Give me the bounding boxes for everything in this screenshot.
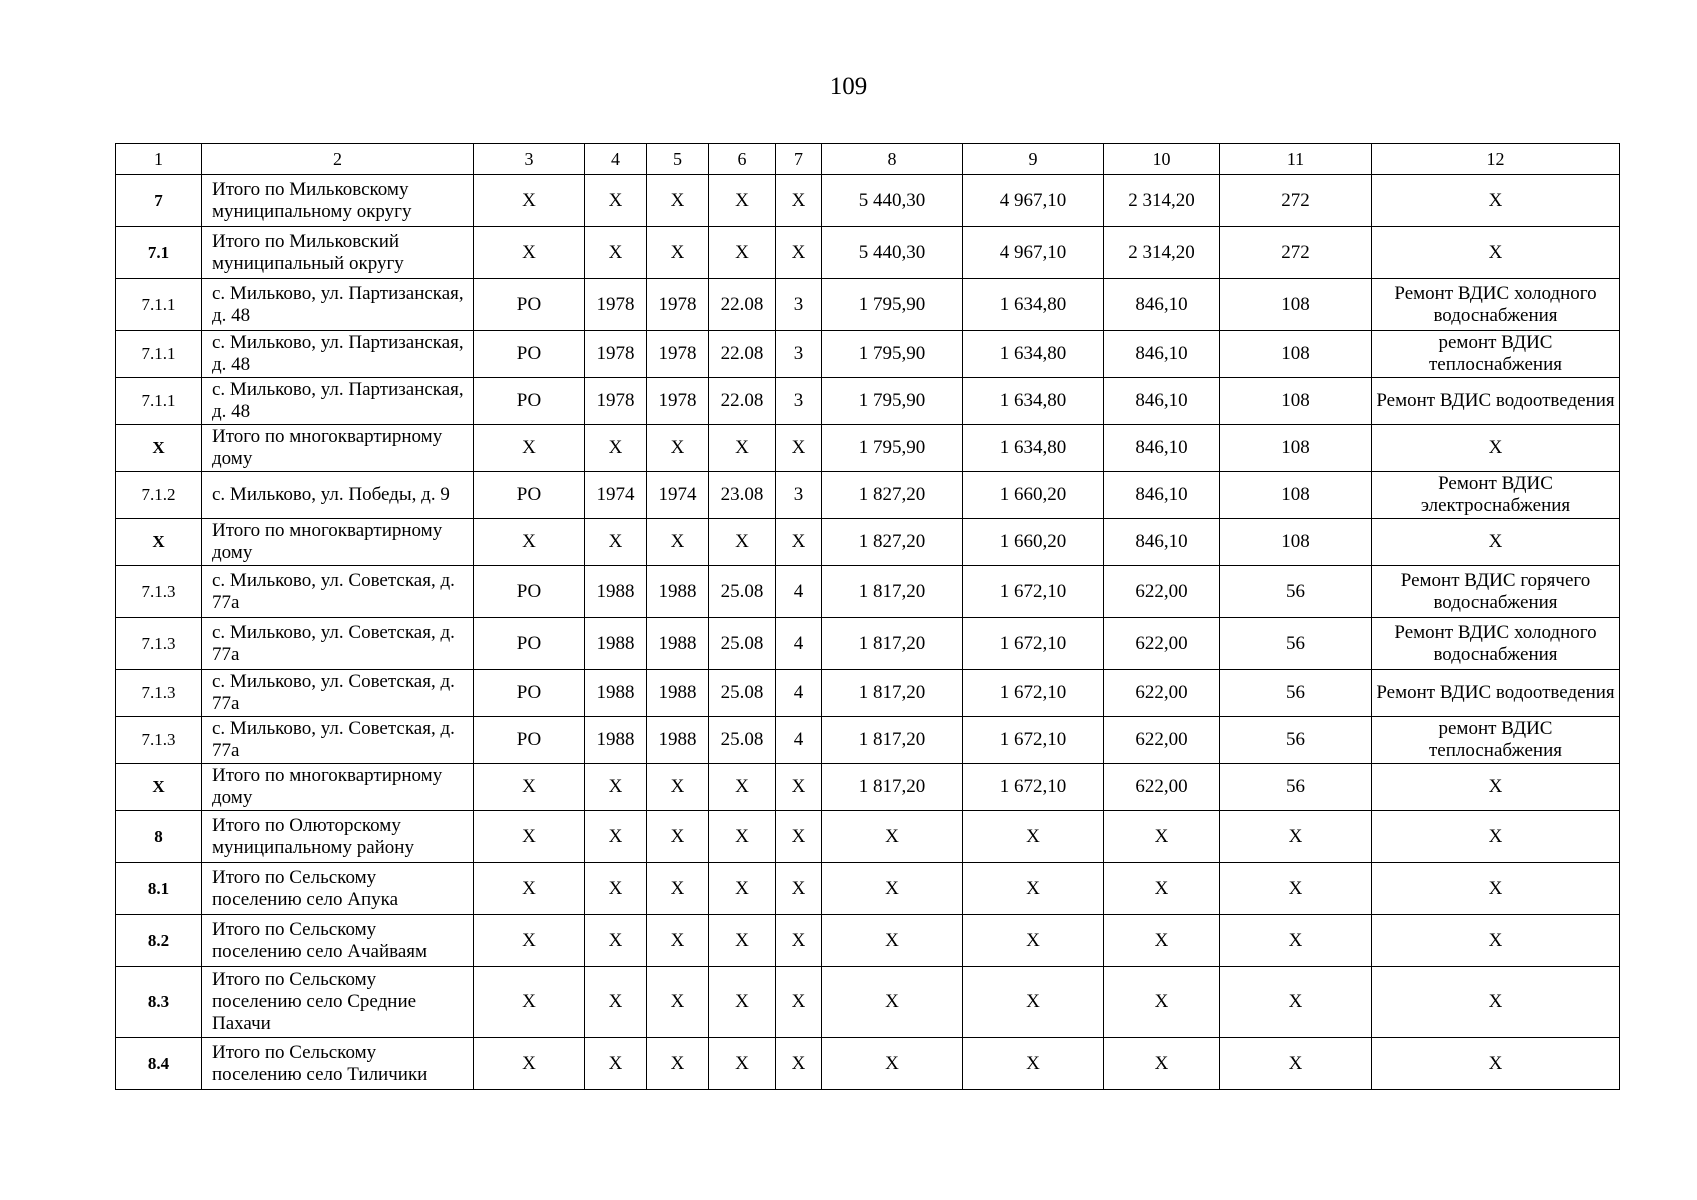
floors-cell: Х	[776, 811, 822, 863]
floors-cell: 3	[776, 279, 822, 331]
address-cell: с. Мильково, ул. Партизанская, д. 48	[202, 331, 474, 378]
code-cell: Х	[709, 811, 776, 863]
residents-cell: Х	[1220, 967, 1372, 1038]
residents-cell: 56	[1220, 618, 1372, 670]
row-number-cell: 8.2	[116, 915, 202, 967]
area-cell: 2 314,20	[1104, 175, 1220, 227]
type-cell: РО	[474, 378, 585, 425]
year-commission-cell: Х	[647, 227, 709, 279]
residents-cell: Х	[1220, 863, 1372, 915]
type-cell: Х	[474, 764, 585, 811]
total-area-cell: Х	[822, 863, 963, 915]
floors-cell: 4	[776, 670, 822, 717]
year-commission-cell: 1978	[647, 378, 709, 425]
year-built-cell: 1978	[585, 378, 647, 425]
total-area-cell: Х	[822, 811, 963, 863]
row-number-cell: 7	[116, 175, 202, 227]
total-area-cell: 1 817,20	[822, 717, 963, 764]
row-number-cell: 7.1.1	[116, 378, 202, 425]
year-commission-cell: Х	[647, 967, 709, 1038]
address-cell: с. Мильково, ул. Советская, д. 77а	[202, 618, 474, 670]
floors-cell: 4	[776, 566, 822, 618]
code-cell: Х	[709, 915, 776, 967]
code-cell: Х	[709, 425, 776, 472]
row-number-cell: 8.3	[116, 967, 202, 1038]
address-cell: Итого по многоквартирному дому	[202, 764, 474, 811]
table-row	[116, 967, 1620, 1038]
page-number: 109	[829, 73, 868, 100]
year-commission-cell: Х	[647, 915, 709, 967]
work-type-cell: ремонт ВДИС теплоснабжения	[1372, 331, 1620, 378]
row-number-cell: 7.1.3	[116, 717, 202, 764]
total-area-cell: 1 795,90	[822, 378, 963, 425]
year-commission-cell: Х	[647, 175, 709, 227]
year-built-cell: Х	[585, 811, 647, 863]
living-area-cell: Х	[963, 915, 1104, 967]
floors-cell: 3	[776, 378, 822, 425]
row-number-cell: 7.1.1	[116, 279, 202, 331]
table-row	[116, 566, 1620, 618]
living-area-cell: 1 634,80	[963, 378, 1104, 425]
total-area-cell: 1 817,20	[822, 566, 963, 618]
type-cell: Х	[474, 811, 585, 863]
living-area-cell: 4 967,10	[963, 175, 1104, 227]
type-cell: РО	[474, 717, 585, 764]
total-area-cell: 1 795,90	[822, 331, 963, 378]
address-cell: Итого по многоквартирному дому	[202, 519, 474, 566]
floors-cell: 4	[776, 618, 822, 670]
work-type-cell: Х	[1372, 967, 1620, 1038]
area-cell: Х	[1104, 1038, 1220, 1090]
living-area-cell: 1 672,10	[963, 566, 1104, 618]
total-area-cell: 1 827,20	[822, 519, 963, 566]
work-type-cell: Ремонт ВДИС водоотведения	[1372, 670, 1620, 717]
year-commission-cell: 1988	[647, 670, 709, 717]
table-row	[116, 1038, 1620, 1090]
living-area-cell: Х	[963, 967, 1104, 1038]
code-cell: Х	[709, 175, 776, 227]
row-number-cell: 7.1.3	[116, 566, 202, 618]
work-type-cell: Ремонт ВДИС холодного водоснабжения	[1372, 279, 1620, 331]
code-cell: Х	[709, 519, 776, 566]
total-area-cell: 1 817,20	[822, 670, 963, 717]
work-type-cell: Х	[1372, 764, 1620, 811]
area-cell: Х	[1104, 915, 1220, 967]
table-row	[116, 915, 1620, 967]
living-area-cell: 1 672,10	[963, 764, 1104, 811]
living-area-cell: 1 634,80	[963, 279, 1104, 331]
year-built-cell: Х	[585, 1038, 647, 1090]
area-cell: 622,00	[1104, 566, 1220, 618]
type-cell: РО	[474, 670, 585, 717]
year-built-cell: 1988	[585, 618, 647, 670]
year-commission-cell: 1974	[647, 472, 709, 519]
column-header: 1	[116, 144, 202, 175]
table-row	[116, 378, 1620, 425]
year-built-cell: 1988	[585, 717, 647, 764]
residents-cell: 108	[1220, 519, 1372, 566]
table-row	[116, 472, 1620, 519]
year-built-cell: 1974	[585, 472, 647, 519]
type-cell: Х	[474, 1038, 585, 1090]
column-header: 10	[1104, 144, 1220, 175]
table-row	[116, 670, 1620, 717]
total-area-cell: 5 440,30	[822, 175, 963, 227]
year-commission-cell: 1978	[647, 331, 709, 378]
code-cell: Х	[709, 1038, 776, 1090]
address-cell: с. Мильково, ул. Советская, д. 77а	[202, 566, 474, 618]
residents-cell: 56	[1220, 717, 1372, 764]
area-cell: 622,00	[1104, 717, 1220, 764]
floors-cell: 3	[776, 331, 822, 378]
floors-cell: Х	[776, 227, 822, 279]
type-cell: РО	[474, 279, 585, 331]
row-number-cell: 7.1.2	[116, 472, 202, 519]
address-cell: Итого по многоквартирному дому	[202, 425, 474, 472]
work-type-cell: Х	[1372, 1038, 1620, 1090]
type-cell: Х	[474, 227, 585, 279]
year-built-cell: Х	[585, 863, 647, 915]
column-header: 3	[474, 144, 585, 175]
year-built-cell: Х	[585, 175, 647, 227]
floors-cell: Х	[776, 175, 822, 227]
year-built-cell: Х	[585, 227, 647, 279]
living-area-cell: 1 672,10	[963, 670, 1104, 717]
total-area-cell: 5 440,30	[822, 227, 963, 279]
year-commission-cell: Х	[647, 764, 709, 811]
type-cell: РО	[474, 618, 585, 670]
code-cell: 22.08	[709, 378, 776, 425]
column-header: 12	[1372, 144, 1620, 175]
address-cell: Итого по Сельскому поселению село Апука	[202, 863, 474, 915]
residents-cell: Х	[1220, 915, 1372, 967]
table-row	[116, 811, 1620, 863]
floors-cell: 4	[776, 717, 822, 764]
type-cell: Х	[474, 863, 585, 915]
address-cell: Итого по Сельскому поселению село Ачайваям	[202, 915, 474, 967]
table-row	[116, 519, 1620, 566]
code-cell: Х	[709, 863, 776, 915]
work-type-cell: Ремонт ВДИС холодного водоснабжения	[1372, 618, 1620, 670]
column-header: 8	[822, 144, 963, 175]
total-area-cell: 1 817,20	[822, 764, 963, 811]
area-cell: 846,10	[1104, 331, 1220, 378]
address-cell: с. Мильково, ул. Победы, д. 9	[202, 472, 474, 519]
type-cell: Х	[474, 915, 585, 967]
floors-cell: Х	[776, 764, 822, 811]
living-area-cell: 1 634,80	[963, 331, 1104, 378]
row-number-cell: 7.1	[116, 227, 202, 279]
address-cell: Итого по Сельскому поселению село Средние Пахачи	[202, 967, 474, 1038]
row-number-cell: Х	[116, 764, 202, 811]
year-commission-cell: Х	[647, 1038, 709, 1090]
residents-cell: 272	[1220, 175, 1372, 227]
area-cell: 846,10	[1104, 519, 1220, 566]
column-header: 9	[963, 144, 1104, 175]
year-commission-cell: 1978	[647, 279, 709, 331]
row-number-cell: 7.1.1	[116, 331, 202, 378]
total-area-cell: 1 827,20	[822, 472, 963, 519]
year-built-cell: Х	[585, 915, 647, 967]
residents-cell: 108	[1220, 279, 1372, 331]
total-area-cell: 1 795,90	[822, 279, 963, 331]
column-header: 2	[202, 144, 474, 175]
floors-cell: Х	[776, 863, 822, 915]
area-cell: Х	[1104, 811, 1220, 863]
row-number-cell: 7.1.3	[116, 670, 202, 717]
code-cell: Х	[709, 764, 776, 811]
row-number-cell: 8.1	[116, 863, 202, 915]
data-table	[115, 143, 1620, 1090]
total-area-cell: 1 817,20	[822, 618, 963, 670]
year-commission-cell: 1988	[647, 618, 709, 670]
residents-cell: 272	[1220, 227, 1372, 279]
floors-cell: Х	[776, 967, 822, 1038]
living-area-cell: Х	[963, 863, 1104, 915]
column-header: 5	[647, 144, 709, 175]
work-type-cell: Ремонт ВДИС водоотведения	[1372, 378, 1620, 425]
area-cell: 622,00	[1104, 618, 1220, 670]
code-cell: 25.08	[709, 717, 776, 764]
row-number-cell: 8.4	[116, 1038, 202, 1090]
area-cell: Х	[1104, 967, 1220, 1038]
work-type-cell: Х	[1372, 425, 1620, 472]
code-cell: 22.08	[709, 279, 776, 331]
work-type-cell: Ремонт ВДИС электроснабжения	[1372, 472, 1620, 519]
residents-cell: 56	[1220, 764, 1372, 811]
column-header: 4	[585, 144, 647, 175]
area-cell: 846,10	[1104, 279, 1220, 331]
living-area-cell: Х	[963, 1038, 1104, 1090]
code-cell: 22.08	[709, 331, 776, 378]
living-area-cell: 1 660,20	[963, 472, 1104, 519]
floors-cell: 3	[776, 472, 822, 519]
residents-cell: Х	[1220, 1038, 1372, 1090]
address-cell: с. Мильково, ул. Советская, д. 77а	[202, 717, 474, 764]
address-cell: с. Мильково, ул. Партизанская, д. 48	[202, 378, 474, 425]
residents-cell: 108	[1220, 378, 1372, 425]
living-area-cell: 4 967,10	[963, 227, 1104, 279]
area-cell: 846,10	[1104, 378, 1220, 425]
type-cell: РО	[474, 472, 585, 519]
column-header: 11	[1220, 144, 1372, 175]
area-cell: 622,00	[1104, 670, 1220, 717]
row-number-cell: 8	[116, 811, 202, 863]
residents-cell: 108	[1220, 331, 1372, 378]
living-area-cell: 1 672,10	[963, 717, 1104, 764]
row-number-cell: Х	[116, 519, 202, 566]
floors-cell: Х	[776, 519, 822, 566]
header-row	[116, 144, 1620, 175]
work-type-cell: Х	[1372, 915, 1620, 967]
work-type-cell: Х	[1372, 175, 1620, 227]
living-area-cell: 1 672,10	[963, 618, 1104, 670]
column-header: 7	[776, 144, 822, 175]
address-cell: с. Мильково, ул. Партизанская, д. 48	[202, 279, 474, 331]
code-cell: Х	[709, 227, 776, 279]
year-commission-cell: Х	[647, 425, 709, 472]
area-cell: 622,00	[1104, 764, 1220, 811]
floors-cell: Х	[776, 425, 822, 472]
table-row	[116, 175, 1620, 227]
residents-cell: 56	[1220, 566, 1372, 618]
table-row	[116, 863, 1620, 915]
table-row	[116, 717, 1620, 764]
residents-cell: 56	[1220, 670, 1372, 717]
code-cell: Х	[709, 967, 776, 1038]
total-area-cell: Х	[822, 1038, 963, 1090]
year-built-cell: 1978	[585, 331, 647, 378]
year-commission-cell: 1988	[647, 566, 709, 618]
year-built-cell: 1988	[585, 670, 647, 717]
total-area-cell: Х	[822, 915, 963, 967]
work-type-cell: Ремонт ВДИС горячего водоснабжения	[1372, 566, 1620, 618]
area-cell: 846,10	[1104, 472, 1220, 519]
work-type-cell: Х	[1372, 519, 1620, 566]
year-commission-cell: 1988	[647, 717, 709, 764]
year-built-cell: Х	[585, 967, 647, 1038]
table-body	[116, 175, 1620, 1090]
table-row	[116, 425, 1620, 472]
living-area-cell: Х	[963, 811, 1104, 863]
type-cell: Х	[474, 175, 585, 227]
total-area-cell: Х	[822, 967, 963, 1038]
work-type-cell: ремонт ВДИС теплоснабжения	[1372, 717, 1620, 764]
floors-cell: Х	[776, 915, 822, 967]
address-cell: Итого по Олюторскому муниципальному району	[202, 811, 474, 863]
residents-cell: 108	[1220, 472, 1372, 519]
residents-cell: 108	[1220, 425, 1372, 472]
type-cell: Х	[474, 967, 585, 1038]
year-built-cell: Х	[585, 519, 647, 566]
table-row	[116, 227, 1620, 279]
row-number-cell: 7.1.3	[116, 618, 202, 670]
floors-cell: Х	[776, 1038, 822, 1090]
work-type-cell: Х	[1372, 811, 1620, 863]
total-area-cell: 1 795,90	[822, 425, 963, 472]
row-number-cell: Х	[116, 425, 202, 472]
year-built-cell: 1978	[585, 279, 647, 331]
year-built-cell: Х	[585, 764, 647, 811]
code-cell: 25.08	[709, 566, 776, 618]
year-commission-cell: Х	[647, 863, 709, 915]
year-built-cell: 1988	[585, 566, 647, 618]
address-cell: Итого по Сельскому поселению село Тиличики	[202, 1038, 474, 1090]
type-cell: РО	[474, 566, 585, 618]
area-cell: 2 314,20	[1104, 227, 1220, 279]
table-row	[116, 331, 1620, 378]
work-type-cell: Х	[1372, 227, 1620, 279]
year-built-cell: Х	[585, 425, 647, 472]
code-cell: 25.08	[709, 618, 776, 670]
column-header: 6	[709, 144, 776, 175]
year-commission-cell: Х	[647, 811, 709, 863]
year-commission-cell: Х	[647, 519, 709, 566]
area-cell: Х	[1104, 863, 1220, 915]
address-cell: Итого по Мильковскому муниципальному округу	[202, 175, 474, 227]
code-cell: 25.08	[709, 670, 776, 717]
type-cell: РО	[474, 331, 585, 378]
table-row	[116, 618, 1620, 670]
living-area-cell: 1 634,80	[963, 425, 1104, 472]
table-row	[116, 764, 1620, 811]
living-area-cell: 1 660,20	[963, 519, 1104, 566]
address-cell: с. Мильково, ул. Советская, д. 77а	[202, 670, 474, 717]
address-cell: Итого по Мильковский муниципальный округу	[202, 227, 474, 279]
type-cell: Х	[474, 425, 585, 472]
type-cell: Х	[474, 519, 585, 566]
work-type-cell: Х	[1372, 863, 1620, 915]
residents-cell: Х	[1220, 811, 1372, 863]
code-cell: 23.08	[709, 472, 776, 519]
table-row	[116, 279, 1620, 331]
area-cell: 846,10	[1104, 425, 1220, 472]
